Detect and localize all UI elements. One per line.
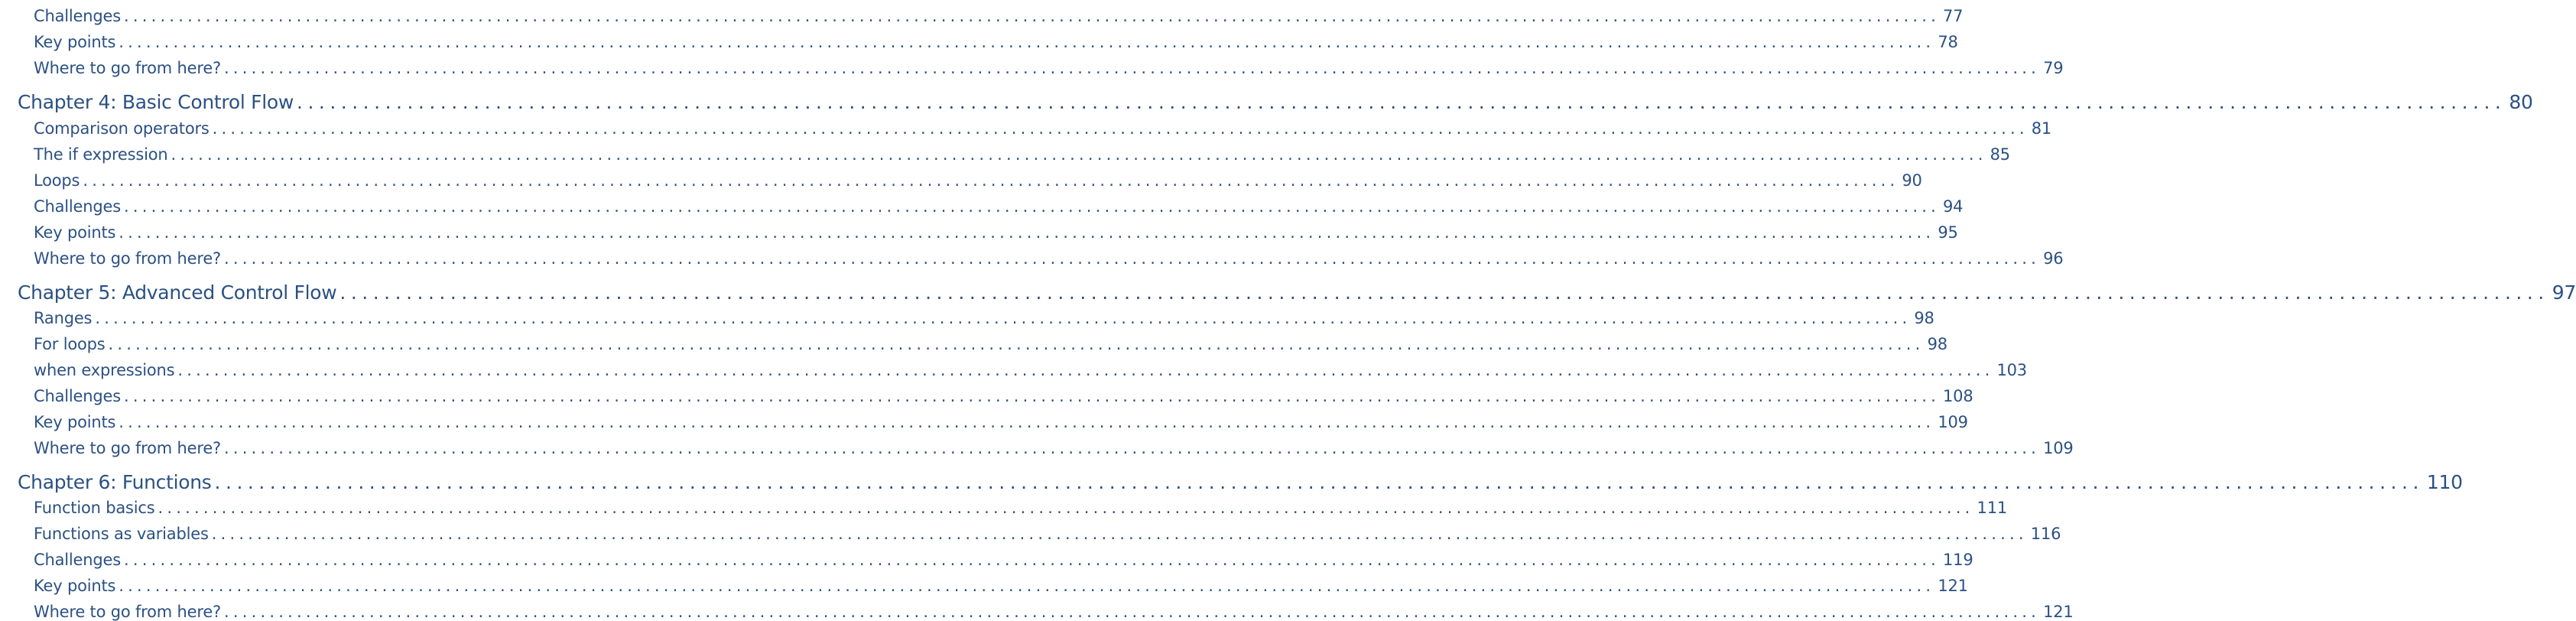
toc-entry-title: Chapter 4: Basic Control Flow [18, 91, 294, 113]
toc-entry-title: Where to go from here? [34, 603, 221, 621]
toc-section-entry[interactable] [34, 525, 2061, 543]
toc-section-entry[interactable] [34, 499, 2008, 517]
toc-section-entry[interactable] [34, 439, 2074, 457]
toc-dot-leader: ........................................................................................................................................................................................................ [339, 281, 2549, 304]
toc-section-entry[interactable] [34, 145, 2010, 164]
toc-entry-title: Key points [34, 33, 116, 51]
toc-page-number: 98 [1914, 309, 1934, 327]
toc-entry-title: Where to go from here? [34, 439, 221, 457]
toc-dot-leader: ........................................................................................................................................................................................................ [177, 361, 1994, 379]
toc-page-number: 97 [2552, 281, 2576, 304]
toc-entry-title: Challenges [34, 551, 121, 569]
toc-entry-title: Challenges [34, 197, 121, 216]
toc-page-number: 98 [1927, 335, 1947, 353]
toc-page-number: 108 [1943, 387, 1973, 405]
toc-dot-leader: ........................................................................................................................................................................................................ [119, 33, 1935, 51]
toc-page-number: 111 [1977, 499, 2008, 517]
toc-page-number: 121 [2043, 603, 2074, 621]
toc-section-entry[interactable] [34, 387, 1973, 405]
toc-chapter-entry[interactable] [18, 91, 2533, 113]
toc-entry-title: when expressions [34, 361, 175, 379]
toc-dot-leader: ........................................................................................................................................................................................................ [224, 59, 2041, 77]
toc-section-entry[interactable] [34, 33, 1958, 51]
toc-entry-title: Comparison operators [34, 119, 210, 138]
toc-section-entry[interactable] [34, 249, 2064, 268]
toc-dot-leader: ........................................................................................................................................................................................................ [171, 145, 1987, 164]
toc-entry-title: For loops [34, 335, 106, 353]
toc-entry-title: Chapter 5: Advanced Control Flow [18, 281, 337, 304]
toc-entry-title: Key points [34, 413, 116, 431]
toc-chapter-entry[interactable] [18, 281, 2576, 304]
toc-page-number: 116 [2030, 525, 2061, 543]
toc-dot-leader: ........................................................................................................................................................................................................ [214, 471, 2424, 493]
toc-dot-leader: ........................................................................................................................................................................................................ [297, 91, 2506, 113]
toc-section-entry[interactable] [34, 171, 1922, 190]
toc-entry-title: Key points [34, 223, 116, 242]
toc-page-number: 94 [1943, 197, 1964, 216]
toc-dot-leader: ........................................................................................................................................................................................................ [123, 7, 1940, 25]
toc-page-number: 96 [2043, 249, 2064, 268]
toc-page-number: 95 [1938, 223, 1958, 242]
toc-dot-leader: ........................................................................................................................................................................................................ [119, 577, 1935, 595]
toc-entry-title: Challenges [34, 387, 121, 405]
toc-dot-leader: ........................................................................................................................................................................................................ [211, 525, 2028, 543]
toc-page-number: 103 [1996, 361, 2027, 379]
toc-dot-leader: ........................................................................................................................................................................................................ [212, 119, 2029, 138]
toc-section-entry[interactable] [34, 223, 1958, 242]
toc-entry-title: Key points [34, 577, 116, 595]
toc-dot-leader: ........................................................................................................................................................................................................ [123, 551, 1940, 569]
toc-dot-leader: ........................................................................................................................................................................................................ [123, 387, 1940, 405]
toc-section-entry[interactable] [34, 309, 1934, 327]
toc-chapter-entry[interactable] [18, 471, 2463, 493]
toc-dot-leader: ........................................................................................................................................................................................................ [224, 249, 2041, 268]
toc-dot-leader: ........................................................................................................................................................................................................ [83, 171, 1899, 190]
toc-dot-leader: ........................................................................................................................................................................................................ [123, 197, 1940, 216]
toc-entry-title: Chapter 6: Functions [18, 471, 212, 493]
toc-page-number: 81 [2031, 119, 2052, 138]
toc-dot-leader: ........................................................................................................................................................................................................ [108, 335, 1925, 353]
toc-dot-leader: ........................................................................................................................................................................................................ [224, 603, 2041, 621]
toc-entry-title: Where to go from here? [34, 249, 221, 268]
toc-page-number: 119 [1943, 551, 1973, 569]
toc-section-entry[interactable] [34, 59, 2064, 77]
toc-section-entry[interactable] [34, 603, 2074, 621]
toc-dot-leader: ........................................................................................................................................................................................................ [119, 413, 1935, 431]
toc-section-entry[interactable] [34, 335, 1947, 353]
toc-section-entry[interactable] [34, 413, 1968, 431]
toc-entry-title: Function basics [34, 499, 155, 517]
toc-section-entry[interactable] [34, 119, 2052, 138]
toc-dot-leader: ........................................................................................................................................................................................................ [119, 223, 1935, 242]
toc-dot-leader: ........................................................................................................................................................................................................ [158, 499, 1974, 517]
toc-dot-leader: ........................................................................................................................................................................................................ [224, 439, 2041, 457]
toc-dot-leader: ........................................................................................................................................................................................................ [95, 309, 1912, 327]
toc-page-number: 109 [1938, 413, 1968, 431]
toc-section-entry[interactable] [34, 361, 2027, 379]
toc-entry-title: Where to go from here? [34, 59, 221, 77]
toc-entry-title: The if expression [34, 145, 168, 164]
toc-entry-title: Challenges [34, 7, 121, 25]
toc-section-entry[interactable] [34, 7, 1964, 25]
toc-page-number: 90 [1902, 171, 1922, 190]
toc-entry-title: Loops [34, 171, 80, 190]
toc-section-entry[interactable] [34, 551, 1973, 569]
toc-page-number: 79 [2043, 59, 2064, 77]
toc-page-number: 78 [1938, 33, 1958, 51]
toc-entry-title: Functions as variables [34, 525, 209, 543]
toc-page-number: 85 [1990, 145, 2010, 164]
toc-section-entry[interactable] [34, 197, 1964, 216]
toc-entry-title: Ranges [34, 309, 93, 327]
toc-page-number: 109 [2043, 439, 2074, 457]
toc-page-number: 77 [1943, 7, 1964, 25]
toc-page-number: 121 [1938, 577, 1968, 595]
toc-page-number: 110 [2426, 471, 2463, 493]
toc-section-entry[interactable] [34, 577, 1968, 595]
toc-page-number: 80 [2509, 91, 2533, 113]
